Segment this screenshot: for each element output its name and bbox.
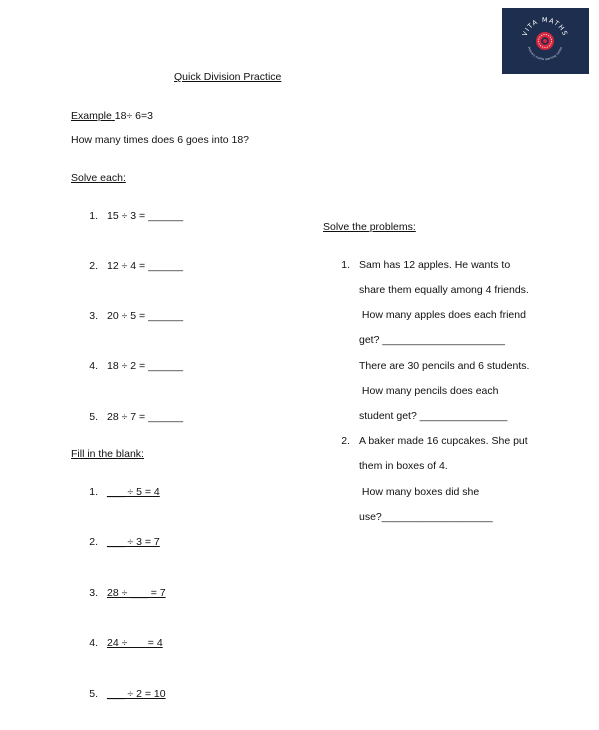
problems-heading: Solve the problems: [323,221,416,233]
item-number: 5. [89,688,98,700]
problem-number: 1. [341,259,350,271]
problem-number: 2. [341,435,350,447]
item-text: 28 ÷ 7 = ______ [107,411,184,423]
example-line [71,110,153,123]
item-text: ___ ÷ 3 = 7 [107,536,160,548]
logo-emblem-icon [502,8,589,74]
problem-line: There are 30 pencils and 6 students. [359,360,530,372]
example-label: Example [71,110,112,122]
problem-line: share them equally among 4 friends. [359,284,529,296]
item-text: ___ ÷ 2 = 10 [107,688,166,700]
item-number: 3. [89,310,98,322]
problem-line: get? _____________________ [359,334,505,346]
problem-line: use?___________________ [359,511,493,523]
item-number: 1. [89,210,98,222]
item-number: 2. [89,536,98,548]
vita-maths-logo [502,8,589,74]
problem-line: A baker made 16 cupcakes. She put [359,435,528,447]
item-text: ___ ÷ 5 = 4 [107,486,160,498]
item-number: 4. [89,360,98,372]
problem-line: How many apples does each friend [359,309,526,321]
item-text: 20 ÷ 5 = ______ [107,310,184,322]
item-text: 24 ÷ = 4 [107,637,163,649]
item-number: 4. [89,637,98,649]
fill-blank-heading: Fill in the blank: [71,448,144,460]
page-title: Quick Division Practice [174,71,282,83]
logo-ring-text: VITA MATHS [520,15,570,38]
item-text: 15 ÷ 3 = ______ [107,210,184,222]
problem-line: How many pencils does each [359,385,499,397]
item-text: 18 ÷ 2 = ______ [107,360,184,372]
item-number: 2. [89,260,98,272]
problem-line: Sam has 12 apples. He wants to [359,259,511,271]
problem-line: them in boxes of 4. [359,460,448,472]
item-text: 28 ÷ ___ = 7 [107,587,166,599]
item-number: 3. [89,587,98,599]
example-question: How many times does 6 goes into 18? [71,134,250,146]
item-text: 12 ÷ 4 = ______ [107,260,184,272]
item-number: 1. [89,486,98,498]
item-number: 5. [89,411,98,423]
problem-line: student get? _______________ [359,410,508,422]
logo-sub-text: Primary maths learning centre [526,46,564,62]
example-equation: 18÷ 6=3 [114,110,153,122]
solve-each-heading: Solve each: [71,172,126,184]
problem-line: How many boxes did she [359,486,480,498]
